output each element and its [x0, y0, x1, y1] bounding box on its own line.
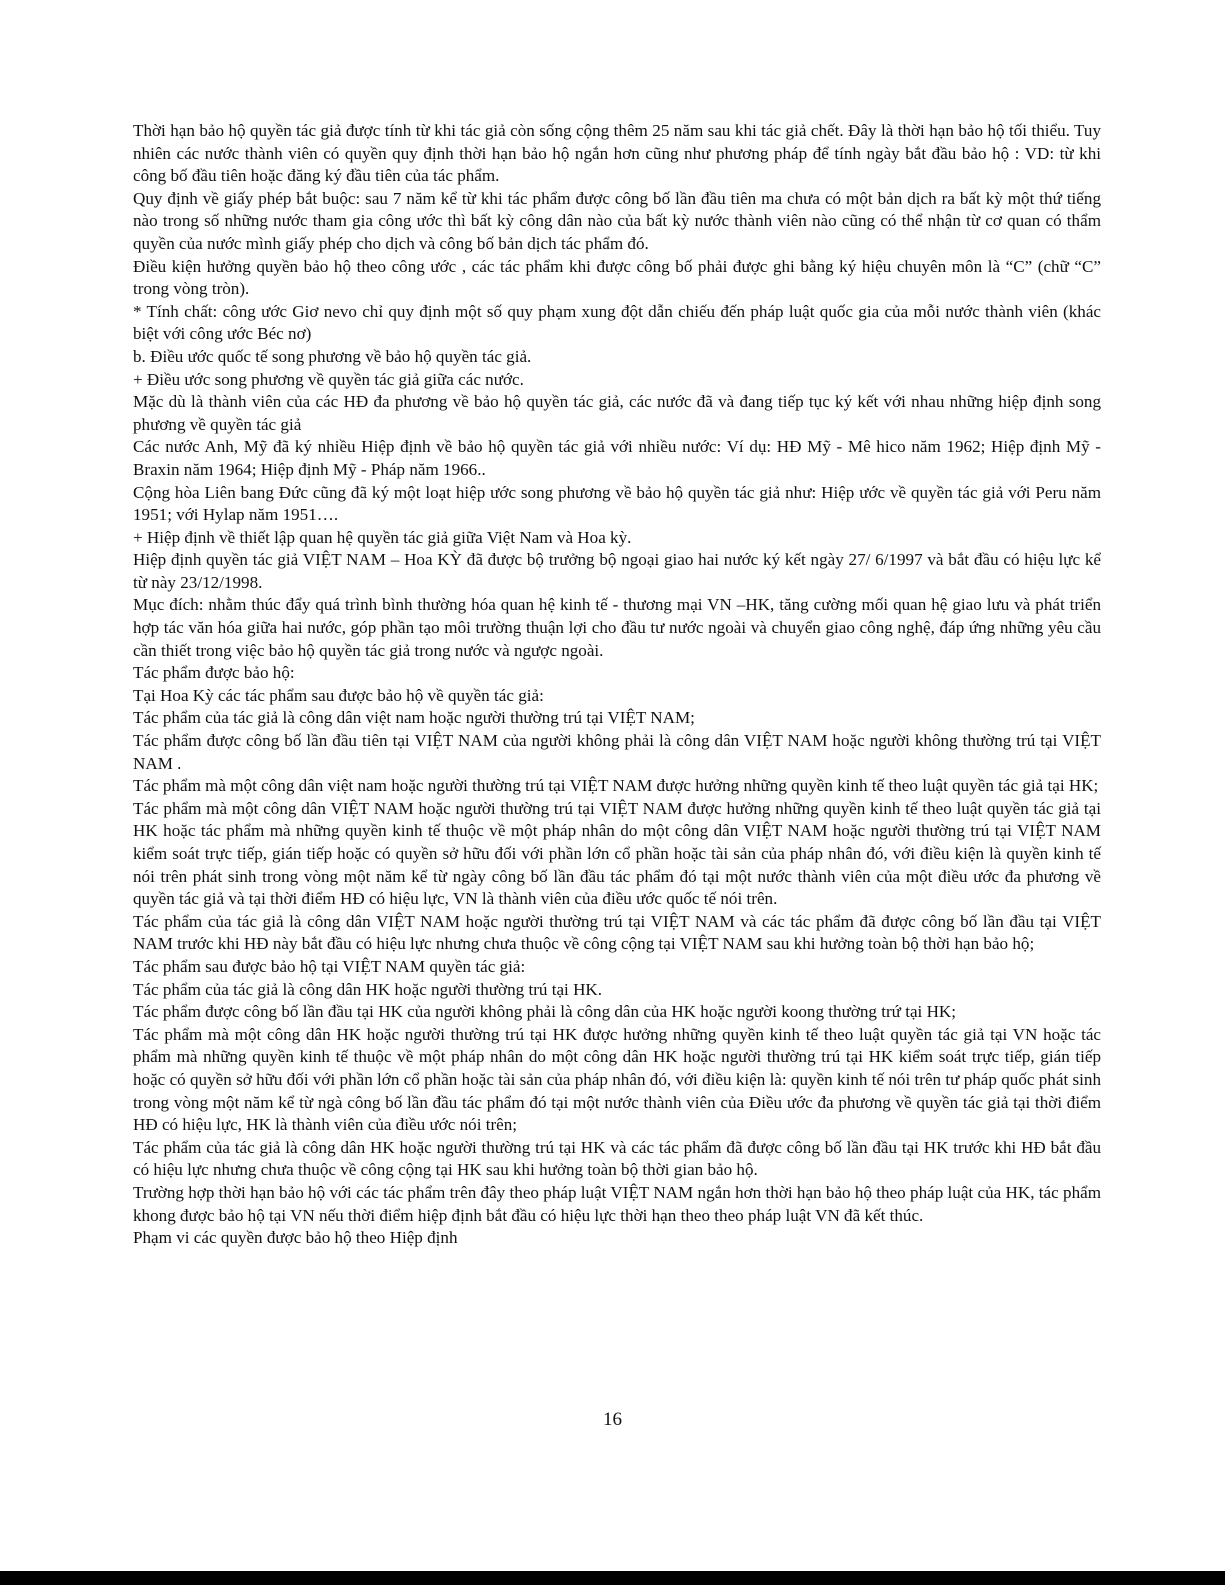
paragraph: b. Điều ước quốc tế song phương về bảo hộ quyền tác giả.: [133, 346, 532, 366]
paragraph: Tác phẩm của tác giả là công dân việt nam hoặc người thường trú tại VIỆT NAM;: [133, 708, 695, 728]
paragraph: Tác phẩm mà một công dân việt nam hoặc người thường trú tại VIỆT NAM được hưởng những quyền kinh tế theo luật quyền tác giả tại HK;: [133, 776, 1099, 796]
paragraph: Các nước Anh, Mỹ đã ký nhiều Hiệp định về bảo hộ quyền tác giả với nhiều nước: Ví dụ: HĐ Mỹ - Mê hico năm 1962; Hiệp định Mỹ - Braxin năm 1964; Hiệp định Mỹ - Pháp năm 1966..: [133, 437, 1101, 479]
paragraph: * Tính chất: công ước Giơ nevo chỉ quy định một số quy phạm xung đột dẫn chiếu đến pháp luật quốc gia của mỗi nước thành viên (khác biệt với công ước Béc nơ): [133, 301, 1101, 344]
paragraph: + Hiệp định về thiết lập quan hệ quyền tác giả giữa Việt Nam và Hoa kỳ.: [133, 527, 632, 547]
paragraph: Tác phẩm của tác giả là công dân VIỆT NAM hoặc người thường trú tại VIỆT NAM và các tác phẩm đã được công bố lần đầu tại VIỆT NAM trước khi HĐ này bắt đầu có hiệu lực nhưng chưa thuộc về công cộng tại VIỆT NAM sau khi hưởng toàn bộ thời hạn bảo hộ;: [133, 911, 1101, 954]
paragraph: Phạm vi các quyền được bảo hộ theo Hiệp định: [133, 1228, 458, 1248]
paragraph: Tác phẩm mà một công dân HK hoặc người thường trú tại HK được hưởng những quyền kinh tế theo luật quyền tác giả tại VN hoặc tác phẩm mà những quyền kinh tế thuộc về một pháp nhân do một công dân HK hoặc người thường trú tại HK kiểm soát trực tiếp, gián tiếp hoặc có quyền sở hữu đối với phần lớn cổ phần hoặc tài sản của pháp nhân đó, với điều kiện là: quyền kinh tế nói trên tư pháp quốc phát sinh trong vòng một năm kể từ ngà công bố lần đầu tác phẩm đó tại một nước thành viên của Điều ước đa phương về quyền tác giả tại thời điểm HĐ có hiệu lực, HK là thành viên của điều ước nói trên;: [133, 1024, 1101, 1135]
page-number: 16: [603, 1409, 622, 1430]
paragraph: Tác phẩm sau được bảo hộ tại VIỆT NAM quyền tác giả:: [133, 956, 526, 976]
paragraph: Tác phẩm mà một công dân VIỆT NAM hoặc người thường trú tại VIỆT NAM được hưởng những quyền kinh tế theo luật quyền tác giả tại HK hoặc tác phẩm mà những quyền kinh tế thuộc về một pháp nhân do một công dân VIỆT NAM hoặc người thường trú tại VIỆT NAM kiểm soát trực tiếp, gián tiếp hoặc có quyền sở hữu đối với phần lớn cổ phần hoặc tài sản của pháp nhân đó, với điều kiện là quyền kinh tế nói trên phát sinh trong vòng một năm kể từ ngày công bố lần đầu tác phẩm đó tại một nước thành viên của một điều ước đa phương về quyền tác giả và tại thời điểm HĐ có hiệu lực, VN là thành viên của điều ước quốc tế nói trên.: [133, 798, 1101, 909]
paragraph: Tác phẩm được công bố lần đầu tiên tại VIỆT NAM của người không phải là công dân VIỆT NAM hoặc người không thường trú tại VIỆT NAM .: [133, 731, 1101, 773]
paragraph: Tác phẩm của tác giả là công dân HK hoặc người thường trú tại HK.: [133, 979, 603, 999]
paragraph: Tác phẩm được bảo hộ:: [133, 663, 295, 683]
paragraph: Trường hợp thời hạn bảo hộ với các tác phẩm trên đây theo pháp luật VIỆT NAM ngắn hơn thời hạn bảo hộ theo pháp luật của HK, tác phẩm khong được bảo hộ tại VN nếu thời điểm hiệp định bắt đầu có hiệu lực thời hạn theo theo pháp luật VN đã kết thúc.: [133, 1182, 1101, 1225]
paragraph: Điều kiện hưởng quyền bảo hộ theo công ước , các tác phẩm khi được công bố phải được ghi bằng ký hiệu chuyên môn là “C” (chữ “C” trong vòng tròn).: [133, 256, 1101, 299]
body-text: [133, 120, 1101, 1250]
paragraph: + Điều ước song phương về quyền tác giả giữa các nước.: [133, 369, 524, 389]
paragraph: Tác phẩm của tác giả là công dân HK hoặc người thường trú tại HK và các tác phẩm đã được công bố lần đầu tại HK trước khi HĐ bắt đầu có hiệu lực nhưng chưa thuộc về công cộng tại HK sau khi hưởng toàn bộ thời gian bảo hộ.: [133, 1137, 1101, 1180]
paragraph: Mục đích: nhằm thúc đẩy quá trình bình thường hóa quan hệ kinh tế - thương mại VN –HK, tăng cường mối quan hệ giao lưu và phát triển hợp tác văn hóa giữa hai nước, góp phần tạo môi trường thuận lợi cho đầu tư nước ngoài và chuyển giao công nghệ, đáp ứng những yêu cầu cần thiết trong việc bảo hộ quyền tác giả trong nước và ngược ngoài.: [133, 595, 1101, 660]
paragraph: Hiệp định quyền tác giả VIỆT NAM – Hoa KỲ đã được bộ trưởng bộ ngoại giao hai nước ký kết ngày 27/ 6/1997 và bắt đầu có hiệu lực kể từ này 23/12/1998.: [133, 550, 1101, 592]
paragraph: Tại Hoa Kỳ các tác phẩm sau được bảo hộ về quyền tác giả:: [133, 685, 544, 705]
paragraph: Quy định về giấy phép bắt buộc: sau 7 năm kể từ khi tác phẩm được công bố lần đầu tiên ma chưa có một bản dịch ra bất kỳ một thứ tiếng nào trong số những nước tham gia công ước thì bất kỳ công dân nào của bất kỳ nước thành viên nào cũng có thể nhận từ cơ quan có thẩm quyền của nước mình giấy phép cho dịch và công bố bản dịch tác phẩm đó.: [133, 188, 1101, 253]
paragraph: Thời hạn bảo hộ quyền tác giả được tính từ khi tác giả còn sống cộng thêm 25 năm sau khi tác giả chết. Đây là thời hạn bảo hộ tối thiểu. Tuy nhiên các nước thành viên có quyền quy định thời hạn bảo hộ ngắn hơn cũng như phương pháp để tính ngày bắt đầu bảo hộ : VD: từ khi công bố đầu tiên hoặc đăng ký đầu tiên của tác phẩm.: [133, 121, 1101, 186]
paragraph: Mặc dù là thành viên của các HĐ đa phương về bảo hộ quyền tác giả, các nước đã và đang tiếp tục ký kết với nhau những hiệp định song phương về quyền tác giả: [133, 392, 1101, 434]
paragraph: Tác phẩm được công bố lần đầu tại HK của người không phải là công dân của HK hoặc người koong thường trứ tại HK;: [133, 1002, 957, 1022]
paragraph: Cộng hòa Liên bang Đức cũng đã ký một loạt hiệp ước song phương về bảo hộ quyền tác giả như: Hiệp ước về quyền tác giả với Peru năm 1951; với Hylap năm 1951….: [133, 482, 1101, 525]
bottom-border: [0, 1571, 1225, 1585]
